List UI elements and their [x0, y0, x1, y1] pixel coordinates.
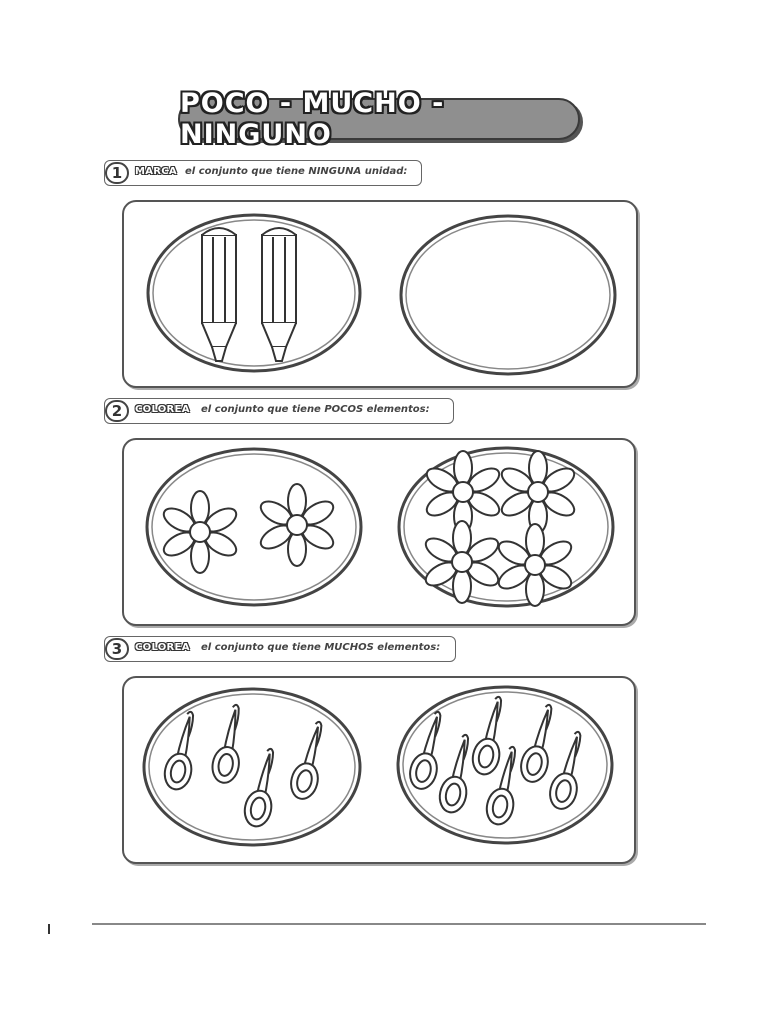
exercise-3-verb: COLOREA — [135, 642, 190, 653]
exercise-3-number: 3 — [105, 638, 129, 660]
exercise-2-number: 2 — [105, 400, 129, 422]
page-edge-mark — [48, 924, 50, 934]
exercise-2-text: el conjunto que tiene POCOS elementos: — [201, 404, 430, 415]
exercise-1-verb: MARCA — [135, 166, 177, 177]
exercise-1-left-set[interactable] — [148, 215, 360, 371]
exercise-2-verb: COLOREA — [135, 404, 190, 415]
exercise-1-right-set[interactable] — [401, 216, 615, 374]
exercise-1-number: 1 — [105, 162, 129, 184]
page-title: POCO - MUCHO - NINGUNO — [180, 88, 445, 150]
exercise-1-text: el conjunto que tiene NINGUNA unidad: — [185, 166, 408, 177]
exercise-3-text: el conjunto que tiene MUCHOS elementos: — [201, 642, 441, 653]
footer-divider — [92, 923, 706, 925]
